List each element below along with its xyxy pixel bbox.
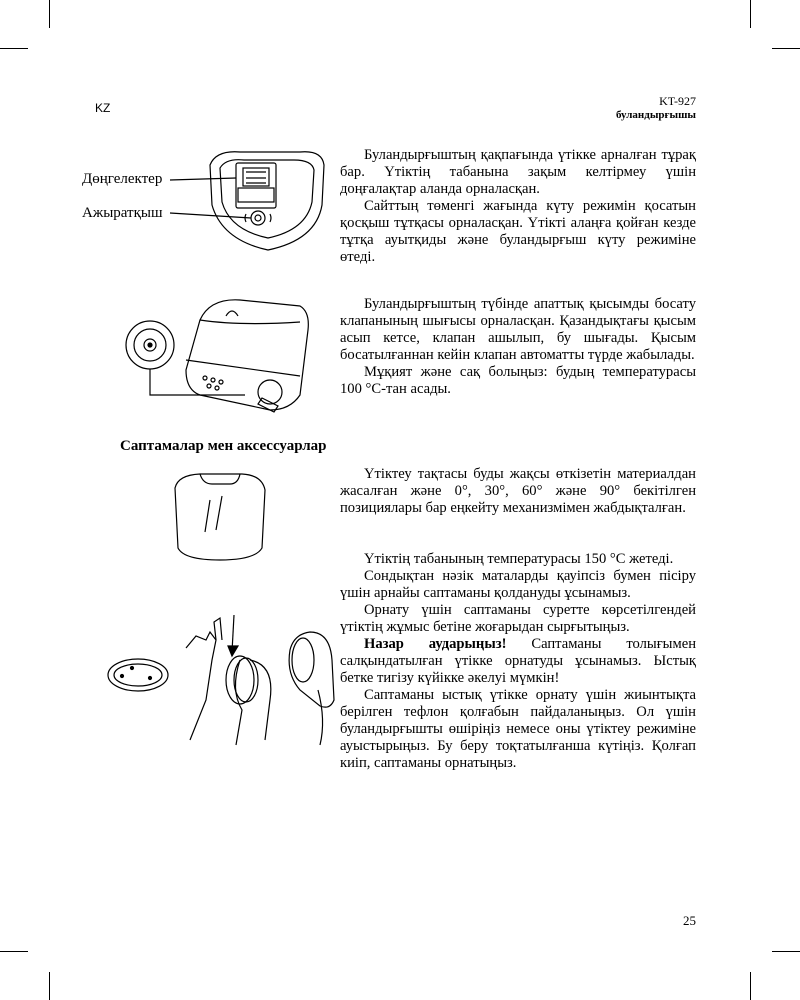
model-number: KT-927 xyxy=(659,94,696,108)
label-switch: Ажыратқыш xyxy=(82,205,163,221)
paragraph: Саптаманы ыстық үтікке орнату үшін жиынтықта берілген тефлон қолғабын пайдаланыңыз. Ол үшін буландырғышты өшіріңіз немесе оны үтіктеу режиміне ауыстырыңыз. Бу беру тоқтатылғанша күтіңіз. Қолғап киіп, саптаманы орнатыңыз. xyxy=(340,687,696,771)
accessories-text xyxy=(340,551,696,772)
paragraph: Буландырғыштың қақпағында үтікке арналған тұрақ бар. Үтіктің табанына зақым келтірмеу үшін доңғалақтар аланда орналасқан. xyxy=(340,147,696,197)
page-number: 25 xyxy=(683,913,696,928)
paragraph: Үтіктеу тақтасы буды жақсы өткізетін материалдан жасалған және 0°, 30°, 60° және 90° бекітілген позициялары бар еңкейту механизмімен жабдықталған. xyxy=(340,466,696,516)
warning-paragraph xyxy=(340,636,696,687)
paragraph: Сондықтан нәзік маталарды қауіпсіз бумен пісіру үшін арнайы саптаманы қолдануды ұсынамыз. xyxy=(340,568,696,601)
paragraph: Сайттың төменгі жағында күту режимін қосатын қосқыш тұтқасы орналасқан. Үтікті алаңға қойған кезде тұтқа ауытқиды және буландырғыш күту режиміне өтеді. xyxy=(340,198,696,265)
language-code: KZ xyxy=(95,101,111,115)
product-name: буландырғышы xyxy=(615,109,696,121)
section-heading: Саптамалар мен аксессуарлар xyxy=(120,438,327,454)
warning-label: Назар аударыңыз! xyxy=(364,636,507,652)
paragraph: Орнату үшін саптаманы суретте көрсетілгендей үтіктің жұмыс бетіне жоғарыдан сырғытыңыз. xyxy=(340,602,696,635)
paragraph: Мұқият және сақ болыңыз: будың температурасы 100 °С-тан асады. xyxy=(340,364,696,397)
paragraph: Буландырғыштың түбінде апаттық қысымды босату клапанының шығысы орналасқан. Қазандықтағы қысым асып кетсе, клапан ашылып, бу шығады. Қысым босатылғаннан кейін клапан автоматты түрде жабылады. xyxy=(340,296,696,363)
label-wheels: Дөңгелектер xyxy=(82,171,163,187)
warning-text: Саптаманы толығымен салқындатылған үтікке орнатуды ұсынамыз. Ыстық бетке тигізу күйікке әкелуі мүмкін! xyxy=(340,636,697,686)
paragraph: Үтіктің табанының температурасы 150 °С жетеді. xyxy=(364,551,674,567)
